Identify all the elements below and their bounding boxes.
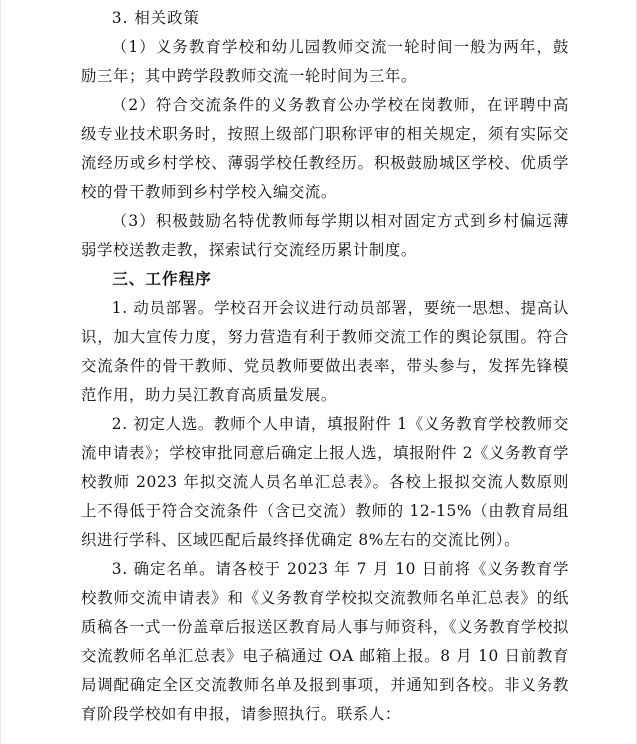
paragraph-procedure-3: 3. 确定名单。请各校于 2023 年 7 月 10 日前将《义务教育学校教师交流申请表》和《义务教育学校拟交流教师名单汇总表》的纸质稿各一式一份盖章后报送区教育局人事与师资科，《义务教育学校拟交流教师名单汇总表》电子稿通过 OA 邮箱上报。8 月 10 日前教育局调配确定全区交流教师名单及报到事项，并通知到各校。非义务教育阶段学校如有申报，请参照执行。联系人： <box>81 560 570 723</box>
section-subheading-policies: 3. 相关政策 <box>111 9 200 27</box>
paragraph-policy-3: （3）积极鼓励名特优教师每学期以相对固定方式到乡村偏远薄弱学校送教走教，探索试行交流经历累计制度。 <box>81 212 569 259</box>
paragraph-procedure-2: 2. 初定人选。教师个人申请，填报附件 1《义务教育学校教师交流申请表》；学校审批同意后确定上报人选，填报附件 2《义务教育学校教师 2023 年拟交流人员名单汇总表》。各校上报拟交流人数原则上不得低于符合交流条件（含已交流）教师的 12-15%（由教育局组织进行学科、区域匹配后最终择优确定 8%左右的交流比例）。 <box>81 415 569 549</box>
paragraph-policy-2: （2）符合交流条件的义务教育公办学校在岗教师，在评聘中高级专业技术职务时，按照上级部门职称评审的相关规定，须有实际交流经历或乡村学校、薄弱学校任教经历。积极鼓励城区学校、优质学校的骨干教师到乡村学校入编交流。 <box>81 96 569 201</box>
paragraph-policy-1: （1）义务教育学校和幼儿园教师交流一轮时间一般为两年，鼓励三年；其中跨学段教师交流一轮时间为三年。 <box>81 38 569 85</box>
section-heading-procedure: 三、工作程序 <box>112 270 212 288</box>
document-body <box>81 4 569 729</box>
paragraph-procedure-1: 1. 动员部署。学校召开会议进行动员部署，要统一思想、提高认识，加大宣传力度，努力营造有利于教师交流工作的舆论氛围。符合交流条件的骨干教师、党员教师要做出表率，带头参与，发挥先锋模范作用，助力吴江教育高质量发展。 <box>81 299 569 404</box>
